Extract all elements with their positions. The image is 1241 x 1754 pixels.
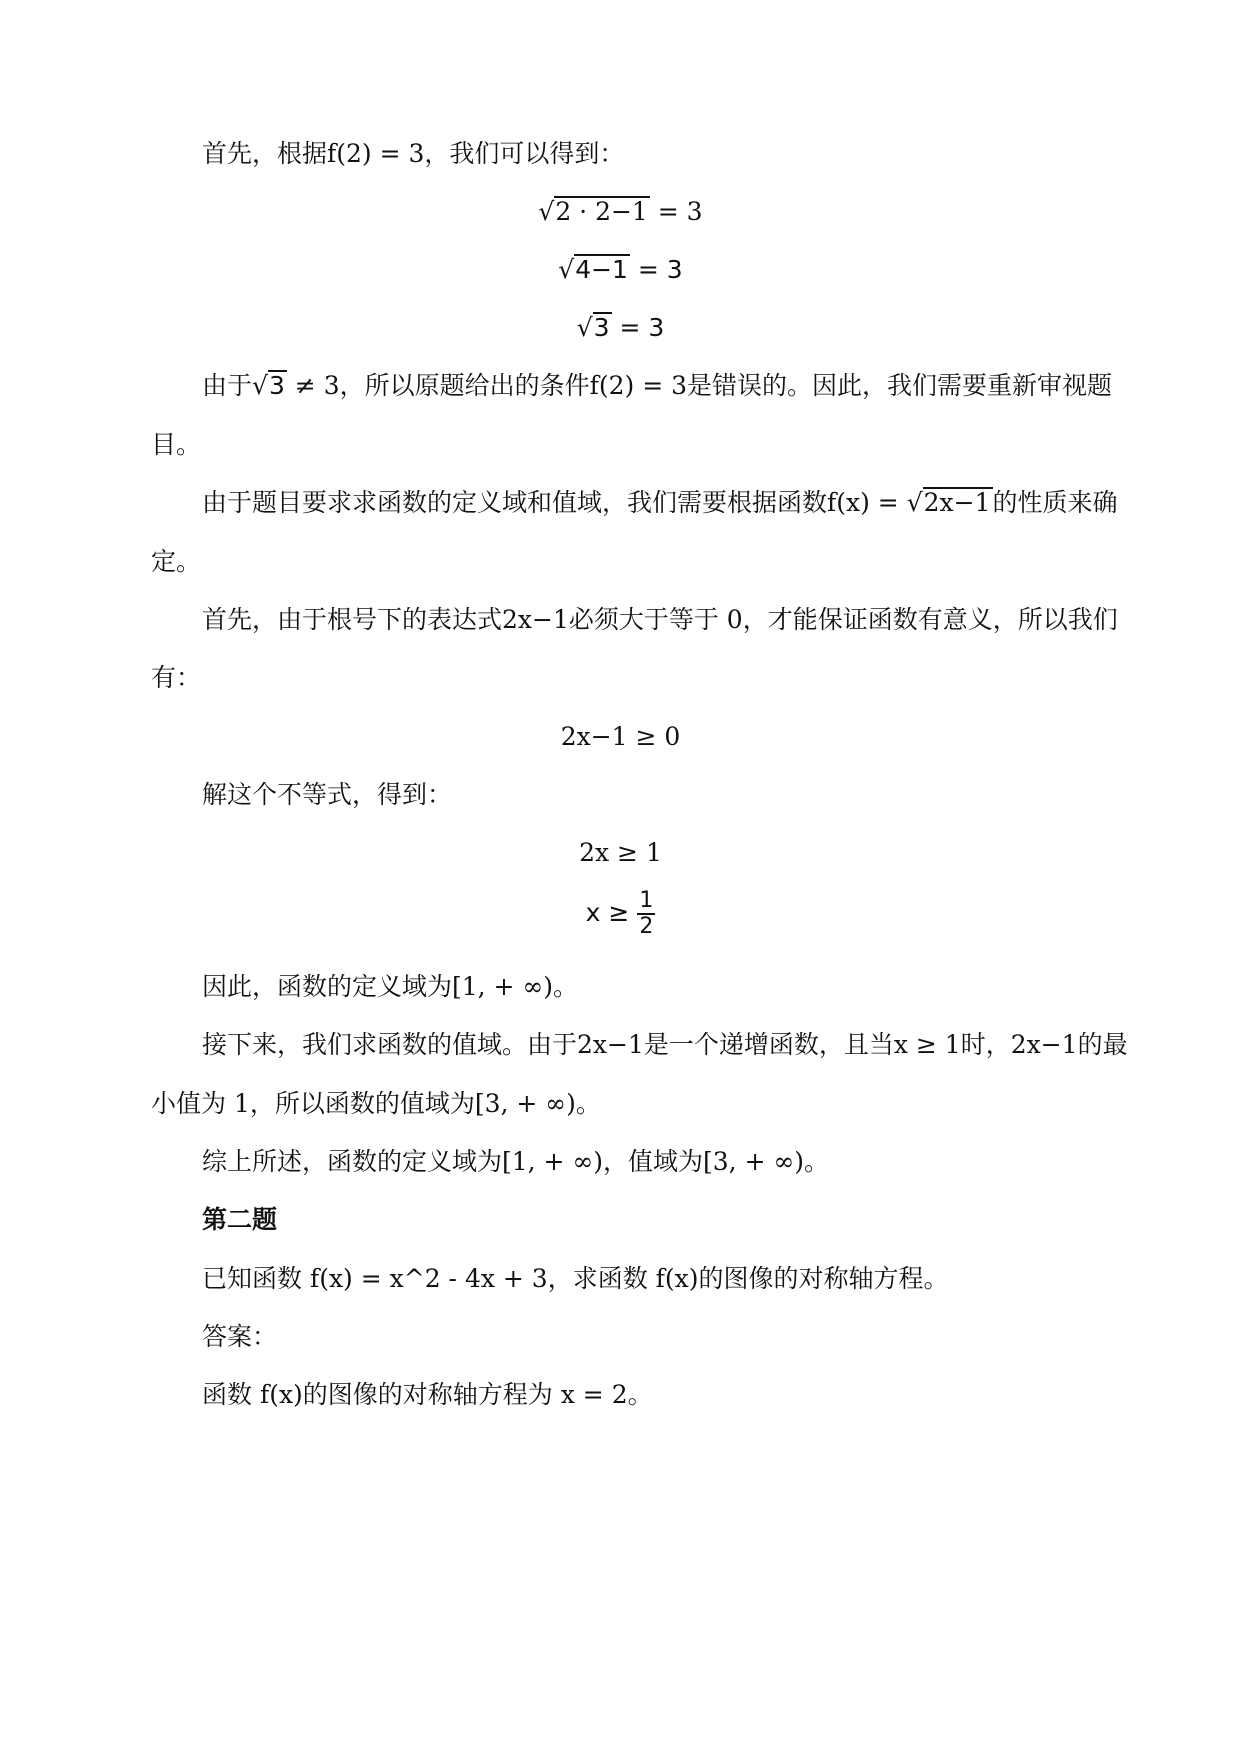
sqrt-symbol: √3 bbox=[576, 313, 610, 342]
paragraph-domain-range-intro-cont: 定。 bbox=[151, 547, 202, 576]
equation-1: √2 · 2−1 = 3 bbox=[0, 195, 1241, 229]
paragraph-sqrt3-check-cont: 目。 bbox=[151, 430, 202, 459]
paragraph-domain-result: 因此，函数的定义域为[1, + ∞)。 bbox=[202, 972, 579, 1001]
paragraph-sqrt3-check: 由于√3 ≠ 3，所以原题给出的条件f(2) = 3是错误的。因此，我们需要重新审视题 bbox=[202, 369, 1112, 403]
sqrt-symbol: √2x−1 bbox=[906, 488, 991, 517]
equation-x-ge-half: x ≥ $\frac{1}{2}$ bbox=[585, 888, 654, 939]
paragraph-range: 接下来，我们求函数的值域。由于2x−1是一个递增函数，且当x ≥ 1时，2x−1的最 bbox=[202, 1030, 1128, 1059]
paragraph-domain-range-intro: 由于题目要求求函数的定义域和值域，我们需要根据函数f(x) = √2x−1的性质来确 bbox=[202, 486, 1118, 520]
answer-label: 答案： bbox=[202, 1322, 278, 1351]
paragraph-range-cont: 小值为 1，所以函数的值域为[3, + ∞)。 bbox=[151, 1089, 601, 1118]
section-heading-question-2: 第二题 bbox=[202, 1205, 278, 1234]
paragraph-summary: 综上所述，函数的定义域为[1, + ∞)，值域为[3, + ∞)。 bbox=[202, 1147, 830, 1176]
fraction: $\frac{1}{2}$ bbox=[639, 888, 654, 939]
sqrt-symbol: √3 bbox=[252, 371, 285, 400]
sqrt-symbol: √2 · 2−1 bbox=[538, 197, 648, 226]
paragraph-intro: 首先，根据f(2) = 3，我们可以得到： bbox=[202, 139, 625, 168]
question-2-text: 已知函数 f(x) = x^2 - 4x + 3，求函数 f(x)的图像的对称轴方程。 bbox=[202, 1264, 949, 1293]
sqrt-symbol: √4−1 bbox=[558, 255, 628, 284]
equation-2x-ge-1: 2x ≥ 1 bbox=[579, 838, 662, 867]
paragraph-radicand-condition: 首先，由于根号下的表达式2x−1必须大于等于 0，才能保证函数有意义，所以我们 bbox=[202, 605, 1118, 634]
paragraph-radicand-condition-cont: 有： bbox=[151, 663, 202, 692]
equation-inequality: 2x−1 ≥ 0 bbox=[560, 722, 681, 751]
equation-3: √3 = 3 bbox=[0, 311, 1241, 345]
equation-2: √4−1 = 3 bbox=[0, 253, 1241, 287]
answer-text: 函数 f(x)的图像的对称轴方程为 x = 2。 bbox=[202, 1380, 653, 1409]
paragraph-solve: 解这个不等式，得到： bbox=[202, 780, 453, 809]
